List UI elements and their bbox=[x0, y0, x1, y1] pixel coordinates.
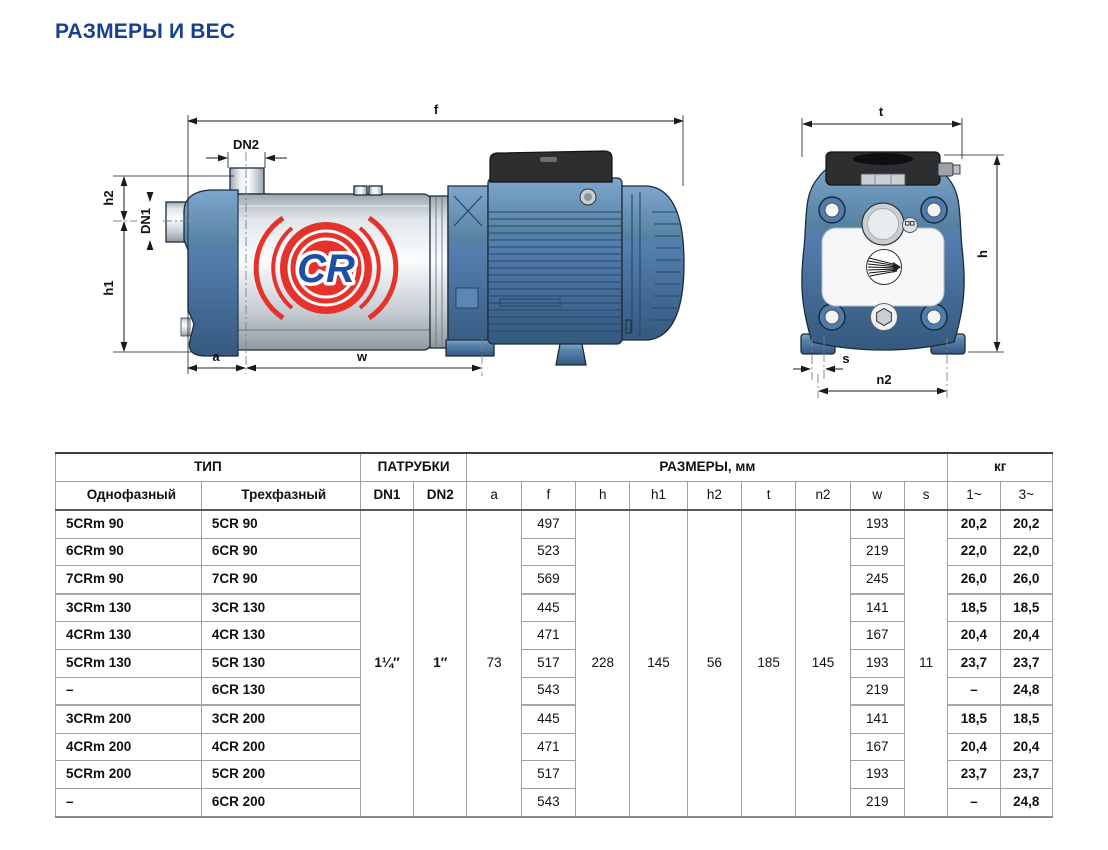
cell-w: 193 bbox=[850, 761, 904, 789]
col-header-dn2: DN2 bbox=[414, 482, 467, 511]
cell-kg1: 22,0 bbox=[948, 538, 1000, 566]
cr-logo-text: CR bbox=[297, 247, 355, 291]
terminal-box bbox=[490, 151, 612, 182]
table-row bbox=[56, 677, 1053, 705]
cell-kg1: 18,5 bbox=[948, 705, 1000, 733]
table-row bbox=[56, 761, 1053, 789]
table-row bbox=[56, 622, 1053, 650]
dim-label-t: t bbox=[878, 104, 884, 119]
col-header-w: w bbox=[850, 482, 904, 511]
drain-plug bbox=[871, 304, 898, 331]
dim-t bbox=[802, 104, 962, 159]
cell-f: 445 bbox=[521, 705, 575, 733]
cell-three-phase: 6CR 90 bbox=[201, 538, 360, 566]
group-header-ports: ПАТРУБКИ bbox=[360, 453, 467, 482]
cell-kg1: 18,5 bbox=[948, 594, 1000, 622]
dim-label-h1: h1 bbox=[101, 280, 116, 296]
rotation-icon bbox=[903, 218, 918, 233]
dim-label-f: f bbox=[433, 102, 439, 117]
cell-w: 219 bbox=[850, 788, 904, 816]
col-header-t: t bbox=[742, 482, 796, 511]
cell-f: 569 bbox=[521, 566, 575, 594]
group-header-row bbox=[56, 453, 1053, 482]
barrel-rings bbox=[430, 196, 448, 348]
col-header-s: s bbox=[904, 482, 947, 511]
table-row bbox=[56, 510, 1053, 538]
cell-kg1: 20,4 bbox=[948, 622, 1000, 650]
fan-window bbox=[867, 250, 902, 285]
cell-kg3: 20,4 bbox=[1000, 622, 1052, 650]
table-row bbox=[56, 733, 1053, 761]
group-header-dimensions: РАЗМЕРЫ, мм bbox=[467, 453, 948, 482]
dim-label-h: h bbox=[975, 250, 990, 258]
cell-w: 167 bbox=[850, 622, 904, 650]
cell-n2-shared: 145 bbox=[796, 510, 850, 817]
dim-label-s: s bbox=[842, 351, 850, 366]
dim-label-h2: h2 bbox=[101, 190, 116, 206]
col-header-single-phase: Однофазный bbox=[56, 482, 202, 511]
cell-f: 543 bbox=[521, 677, 575, 705]
cell-h2-shared: 56 bbox=[687, 510, 741, 817]
cell-kg1: 23,7 bbox=[948, 761, 1000, 789]
dimensions-table bbox=[55, 452, 1053, 818]
cell-kg3: 20,4 bbox=[1000, 733, 1052, 761]
cell-kg1: 20,2 bbox=[948, 510, 1000, 538]
cell-f: 517 bbox=[521, 649, 575, 677]
dim-label-a: a bbox=[212, 349, 220, 364]
cell-h-shared: 228 bbox=[576, 510, 630, 817]
cell-w: 245 bbox=[850, 566, 904, 594]
cell-kg3: 18,5 bbox=[1000, 594, 1052, 622]
col-header-n2: n2 bbox=[796, 482, 850, 511]
cell-single-phase: 4CRm 130 bbox=[56, 622, 202, 650]
motor-body bbox=[488, 178, 622, 365]
cell-three-phase: 3CR 200 bbox=[201, 705, 360, 733]
cell-single-phase: – bbox=[56, 677, 202, 705]
cell-three-phase: 4CR 200 bbox=[201, 733, 360, 761]
table-row bbox=[56, 538, 1053, 566]
pump-side-view bbox=[101, 102, 684, 376]
col-header-f: f bbox=[521, 482, 575, 511]
cell-kg1: 23,7 bbox=[948, 649, 1000, 677]
cell-three-phase: 3CR 130 bbox=[201, 594, 360, 622]
group-header-weight: кг bbox=[948, 453, 1053, 482]
cell-single-phase: 3CRm 200 bbox=[56, 705, 202, 733]
cell-three-phase: 5CR 130 bbox=[201, 649, 360, 677]
table-row bbox=[56, 649, 1053, 677]
cell-kg1: – bbox=[948, 677, 1000, 705]
cell-kg3: 24,8 bbox=[1000, 677, 1052, 705]
cell-three-phase: 6CR 200 bbox=[201, 788, 360, 816]
vent-plug bbox=[369, 186, 382, 195]
dim-label-dn1: DN1 bbox=[138, 207, 153, 235]
box-connector bbox=[861, 174, 905, 185]
col-header-a: a bbox=[467, 482, 521, 511]
cell-dn1-shared: 1¼″ bbox=[360, 510, 413, 817]
table-row bbox=[56, 566, 1053, 594]
cell-w: 219 bbox=[850, 677, 904, 705]
col-header-h2: h2 bbox=[687, 482, 741, 511]
dim-label-w: w bbox=[356, 349, 368, 364]
pump-front-view bbox=[793, 104, 1004, 398]
cell-a-shared: 73 bbox=[467, 510, 521, 817]
front-terminal-box bbox=[826, 152, 960, 185]
cell-f: 523 bbox=[521, 538, 575, 566]
col-header-kg1: 1~ bbox=[948, 482, 1000, 511]
cell-kg1: 26,0 bbox=[948, 566, 1000, 594]
fan-cover bbox=[622, 186, 684, 340]
cell-w: 167 bbox=[850, 733, 904, 761]
cell-h1-shared: 145 bbox=[630, 510, 687, 817]
cell-kg3: 20,2 bbox=[1000, 510, 1052, 538]
table-row bbox=[56, 705, 1053, 733]
cell-f: 497 bbox=[521, 510, 575, 538]
cell-dn2-shared: 1″ bbox=[414, 510, 467, 817]
cell-kg3: 23,7 bbox=[1000, 649, 1052, 677]
cell-single-phase: 5CRm 200 bbox=[56, 761, 202, 789]
cell-f: 471 bbox=[521, 733, 575, 761]
dim-label-n2: n2 bbox=[876, 372, 892, 387]
cell-single-phase: 4CRm 200 bbox=[56, 733, 202, 761]
cell-f: 543 bbox=[521, 788, 575, 816]
col-header-dn1: DN1 bbox=[360, 482, 413, 511]
cell-kg3: 22,0 bbox=[1000, 538, 1052, 566]
front-body bbox=[801, 163, 965, 354]
cell-w: 193 bbox=[850, 510, 904, 538]
cell-kg3: 18,5 bbox=[1000, 705, 1052, 733]
cell-f: 517 bbox=[521, 761, 575, 789]
cell-kg1: – bbox=[948, 788, 1000, 816]
dim-label-dn2: DN2 bbox=[232, 137, 260, 152]
group-header-type: ТИП bbox=[56, 453, 361, 482]
col-header-three-phase: Трехфазный bbox=[201, 482, 360, 511]
cell-kg1: 20,4 bbox=[948, 733, 1000, 761]
page-title: РАЗМЕРЫ И ВЕС bbox=[55, 20, 236, 43]
cell-single-phase: 6CRm 90 bbox=[56, 538, 202, 566]
vent-plug bbox=[354, 186, 367, 195]
sub-header-row bbox=[56, 482, 1053, 511]
cell-kg3: 24,8 bbox=[1000, 788, 1052, 816]
cell-f: 471 bbox=[521, 622, 575, 650]
cell-three-phase: 5CR 90 bbox=[201, 510, 360, 538]
cell-three-phase: 6CR 130 bbox=[201, 677, 360, 705]
cable-gland bbox=[938, 163, 953, 176]
motor-foot bbox=[556, 344, 586, 365]
support-bracket bbox=[446, 186, 494, 356]
cell-single-phase: 5CRm 90 bbox=[56, 510, 202, 538]
col-header-kg3: 3~ bbox=[1000, 482, 1052, 511]
cell-kg3: 23,7 bbox=[1000, 761, 1052, 789]
cell-single-phase: – bbox=[56, 788, 202, 816]
cell-single-phase: 3CRm 130 bbox=[56, 594, 202, 622]
table-row bbox=[56, 594, 1053, 622]
cell-w: 193 bbox=[850, 649, 904, 677]
col-header-h: h bbox=[576, 482, 630, 511]
cell-t-shared: 185 bbox=[742, 510, 796, 817]
cell-three-phase: 7CR 90 bbox=[201, 566, 360, 594]
cell-single-phase: 5CRm 130 bbox=[56, 649, 202, 677]
suction-casing bbox=[166, 190, 238, 356]
cell-f: 445 bbox=[521, 594, 575, 622]
cell-three-phase: 5CR 200 bbox=[201, 761, 360, 789]
cell-w: 141 bbox=[850, 705, 904, 733]
cell-w: 219 bbox=[850, 538, 904, 566]
cell-single-phase: 7CRm 90 bbox=[56, 566, 202, 594]
col-header-h1: h1 bbox=[630, 482, 687, 511]
cell-kg3: 26,0 bbox=[1000, 566, 1052, 594]
cell-s-shared: 11 bbox=[904, 510, 947, 817]
cell-three-phase: 4CR 130 bbox=[201, 622, 360, 650]
cell-w: 141 bbox=[850, 594, 904, 622]
table-row bbox=[56, 788, 1053, 816]
